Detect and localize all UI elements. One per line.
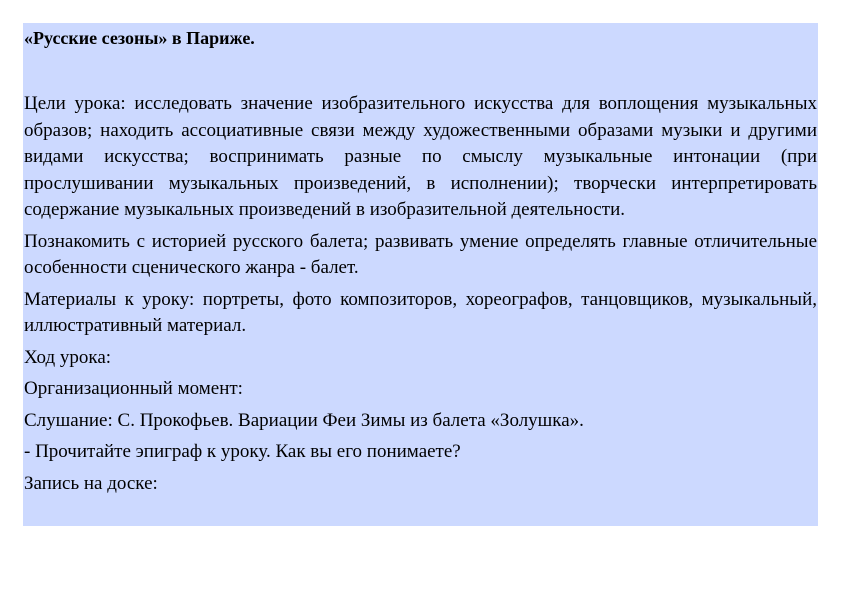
materials-paragraph: Материалы к уроку: портреты, фото композиторов, хореографов, танцовщиков, музыкальный, иллюстративный материал. [24,288,817,336]
epigraph-question-line: - Прочитайте эпиграф к уроку. Как вы его понимаете? [24,441,461,462]
title-spacer [24,51,817,91]
lesson-progress-heading: Ход урока: [24,346,112,368]
board-note-line: Запись на доске: [24,472,158,494]
lesson-goals-paragraph: Цели урока: исследовать значение изобразительного искусства для воплощения музыкальных образов; находить ассоциативные связи между художественными образами музыки и другими видами искусства; воспринимать разные по смыслу музыкальные интонации (при прослушивании музыкальных произведений, в исполнении); творчески интерпретировать содержание музыкальных произведений в изобразительной деятельности. [24,93,817,220]
ballet-history-paragraph: Познакомить с историей русского балета; развивать умение определять главные отличительные особенности сценического жанра - балет. [24,230,817,278]
lesson-title: «Русские сезоны» в Париже. [24,28,255,48]
lesson-text-block [23,23,818,526]
listening-line: Слушание: С. Прокофьев. Вариации Феи Зимы из балета «Золушка». [24,409,584,431]
organizational-moment-line: Организационный момент: [24,378,243,399]
